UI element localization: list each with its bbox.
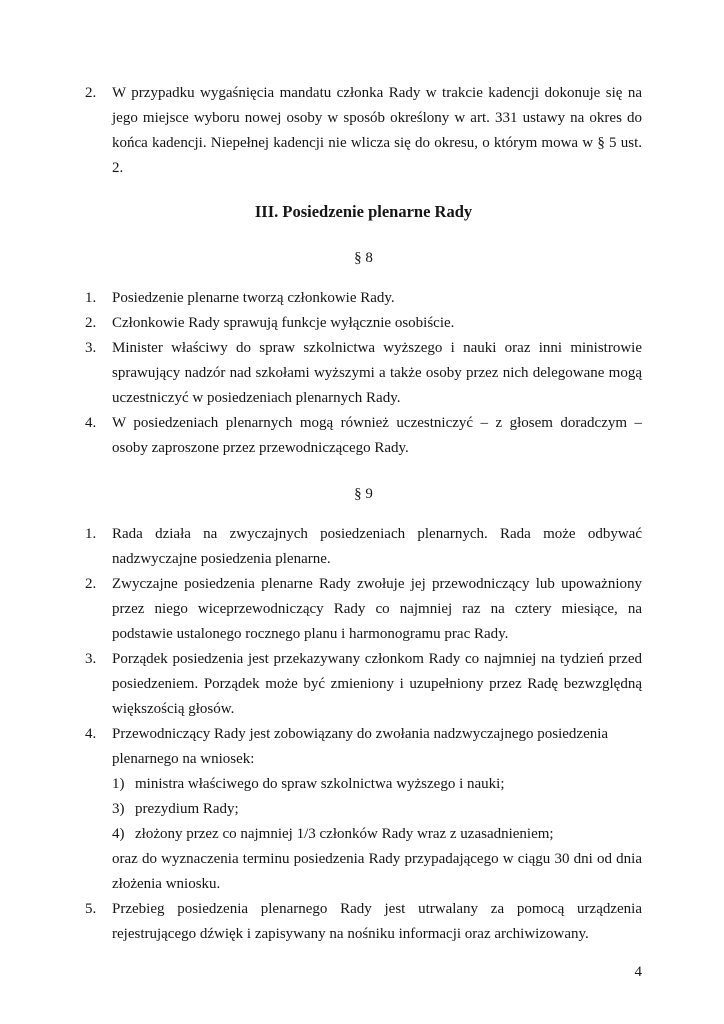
list-item — [85, 572, 642, 647]
numbered-list — [85, 286, 642, 461]
paragraph-mark: § 9 — [354, 486, 373, 502]
sub-list — [112, 772, 642, 847]
list-item-body — [112, 722, 642, 897]
sub-list-item-number: 4) — [112, 826, 125, 842]
list-item-text: Posiedzenie plenarne tworzą członkowie Rady. — [112, 290, 395, 306]
list-item — [85, 522, 642, 572]
list-item-number: 2. — [85, 315, 97, 331]
sub-list-item-number: 3) — [112, 801, 125, 817]
paragraph-mark: § 8 — [354, 250, 373, 266]
list-item — [85, 897, 642, 947]
list-item-number: 1. — [85, 526, 97, 542]
list-item-text: W posiedzeniach plenarnych mogą również uczestniczyć – z głosem doradczym – osoby zaproszone przez przewodniczącego Rady. — [112, 415, 642, 456]
sub-list-item — [112, 797, 642, 822]
list-item-number: 3. — [85, 651, 97, 667]
list-item — [85, 81, 642, 181]
sub-list-item — [112, 822, 642, 847]
chapter-heading: III. Posiedzenie plenarne Rady — [254, 202, 473, 221]
list-item — [85, 286, 642, 311]
sub-list-item-text: złożony przez co najmniej 1/3 członków Rady wraz z uzasadnieniem; — [135, 826, 554, 842]
sub-list-item-text: ministra właściwego do spraw szkolnictwa wyższego i nauki; — [135, 776, 505, 792]
list-item-text: Członkowie Rady sprawują funkcje wyłącznie osobiście. — [112, 315, 455, 331]
list-item-text: W przypadku wygaśnięcia mandatu członka Rady w trakcie kadencji dokonuje się na jego miejsce wyboru nowej osoby w sposób określony w art. 331 ustawy na okres do końca kadencji. Niepełnej kadencji nie wlicza się do okresu, o którym mowa w § 5 ust. 2. — [112, 85, 642, 176]
list-item-text: Zwyczajne posiedzenia plenarne Rady zwołuje jej przewodniczący lub upoważniony przez niego wiceprzewodniczący Rady co najmniej raz na cztery miesiące, na podstawie ustalonego rocznego planu i harmonogramu prac Rady. — [112, 576, 642, 642]
list-item-text: Rada działa na zwyczajnych posiedzeniach plenarnych. Rada może odbywać nadzwyczajne posiedzenia plenarne. — [112, 526, 642, 567]
list-item-text: Przewodniczący Rady jest zobowiązany do zwołania nadzwyczajnego posiedzenia plenarnego na wniosek: — [112, 726, 609, 767]
list-item-number: 5. — [85, 901, 97, 917]
list-item-number: 4. — [85, 415, 97, 431]
list-item — [85, 722, 642, 897]
list-item-number: 1. — [85, 290, 97, 306]
list-item-number: 4. — [85, 726, 97, 742]
list-item-text: Minister właściwy do spraw szkolnictwa wyższego i nauki oraz inni ministrowie sprawujący nadzór nad szkołami wyższymi a także osoby przez nich delegowane mogą uczestniczyć w posiedzeniach plenarnych Rady. — [112, 340, 642, 406]
sub-list-item — [112, 772, 642, 797]
list-item-number: 3. — [85, 340, 97, 356]
list-item — [85, 647, 642, 722]
list-item — [85, 411, 642, 461]
sub-list-item-text: prezydium Rady; — [135, 801, 239, 817]
list-item-text: Porządek posiedzenia jest przekazywany członkom Rady co najmniej na tydzień przed posiedzeniem. Porządek może być zmieniony i uzupełniony przez Radę bezwzględną większością głosów. — [112, 651, 642, 717]
sub-list-item-number: 1) — [112, 776, 125, 792]
list-item-number: 2. — [85, 576, 97, 592]
list-item-text: Przebieg posiedzenia plenarnego Rady jest utrwalany za pomocą urządzenia rejestrującego dźwięk i zapisywany na nośniku informacji oraz archiwizowany. — [112, 901, 642, 942]
list-item — [85, 336, 642, 411]
page-number: 4 — [634, 964, 642, 980]
list-item-continuation: oraz do wyznaczenia terminu posiedzenia Rady przypadającego w ciągu 30 dni od dnia złożenia wniosku. — [112, 851, 642, 892]
numbered-list — [85, 522, 642, 947]
list-item — [85, 311, 642, 336]
list-item-number: 2. — [85, 85, 97, 101]
